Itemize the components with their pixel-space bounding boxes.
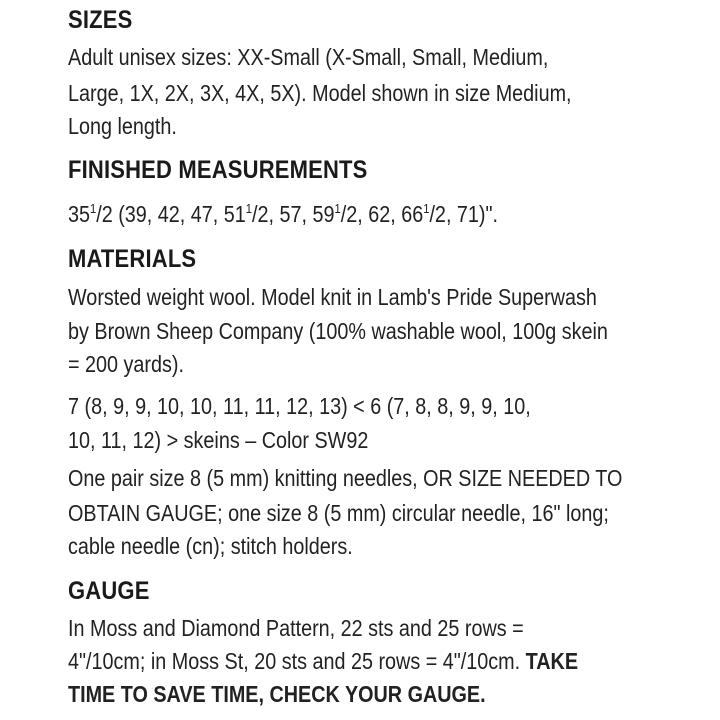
sizes-text-line: Long length. (68, 113, 177, 139)
sizes-text-line: Large, 1X, 2X, 3X, 4X, 5X). Model shown in size Medium, (68, 80, 572, 106)
finished-measurements-text: $35^1/2$ (39, 42, 47, $51^1/2$, 57, $59^1/2$, 62, $66^1/2$, 71)". (68, 201, 499, 227)
materials-text-line: cable needle (cn); stitch holders. (68, 533, 353, 559)
materials-text-line: = 200 yards). (68, 351, 185, 377)
gauge-text-line: 4"/10cm; in Moss St, 20 sts and 25 rows = 4"/10cm. TAKE (68, 648, 579, 674)
materials-heading: MATERIALS (68, 245, 197, 273)
gauge-text-line: In Moss and Diamond Pattern, 22 sts and 25 rows = (68, 615, 524, 641)
materials-text-line: 7 (8, 9, 9, 10, 10, 11, 11, 12, 13) < 6 (7, 8, 8, 9, 9, 10, (68, 393, 531, 419)
gauge-emphasis-text: TAKE (525, 648, 579, 674)
gauge-heading: GAUGE (68, 577, 150, 605)
materials-text-line: One pair size 8 (5 mm) knitting needles, OR SIZE NEEDED TO (68, 465, 623, 491)
finished-measurements-heading: FINISHED MEASUREMENTS (68, 156, 368, 184)
materials-text-line: 10, 11, 12) > skeins – Color SW92 (68, 427, 369, 453)
gauge-emphasis-line: TIME TO SAVE TIME, CHECK YOUR GAUGE. (68, 681, 486, 707)
sizes-text-line: Adult unisex sizes: XX-Small (X-Small, Small, Medium, (68, 44, 549, 70)
materials-text-line: by Brown Sheep Company (100% washable wool, 100g skein (68, 318, 608, 344)
materials-text-line: OBTAIN GAUGE; one size 8 (5 mm) circular needle, 16" long; (68, 500, 609, 526)
sizes-heading: SIZES (68, 6, 133, 34)
materials-text-line: Worsted weight wool. Model knit in Lamb's Pride Superwash (68, 284, 597, 310)
